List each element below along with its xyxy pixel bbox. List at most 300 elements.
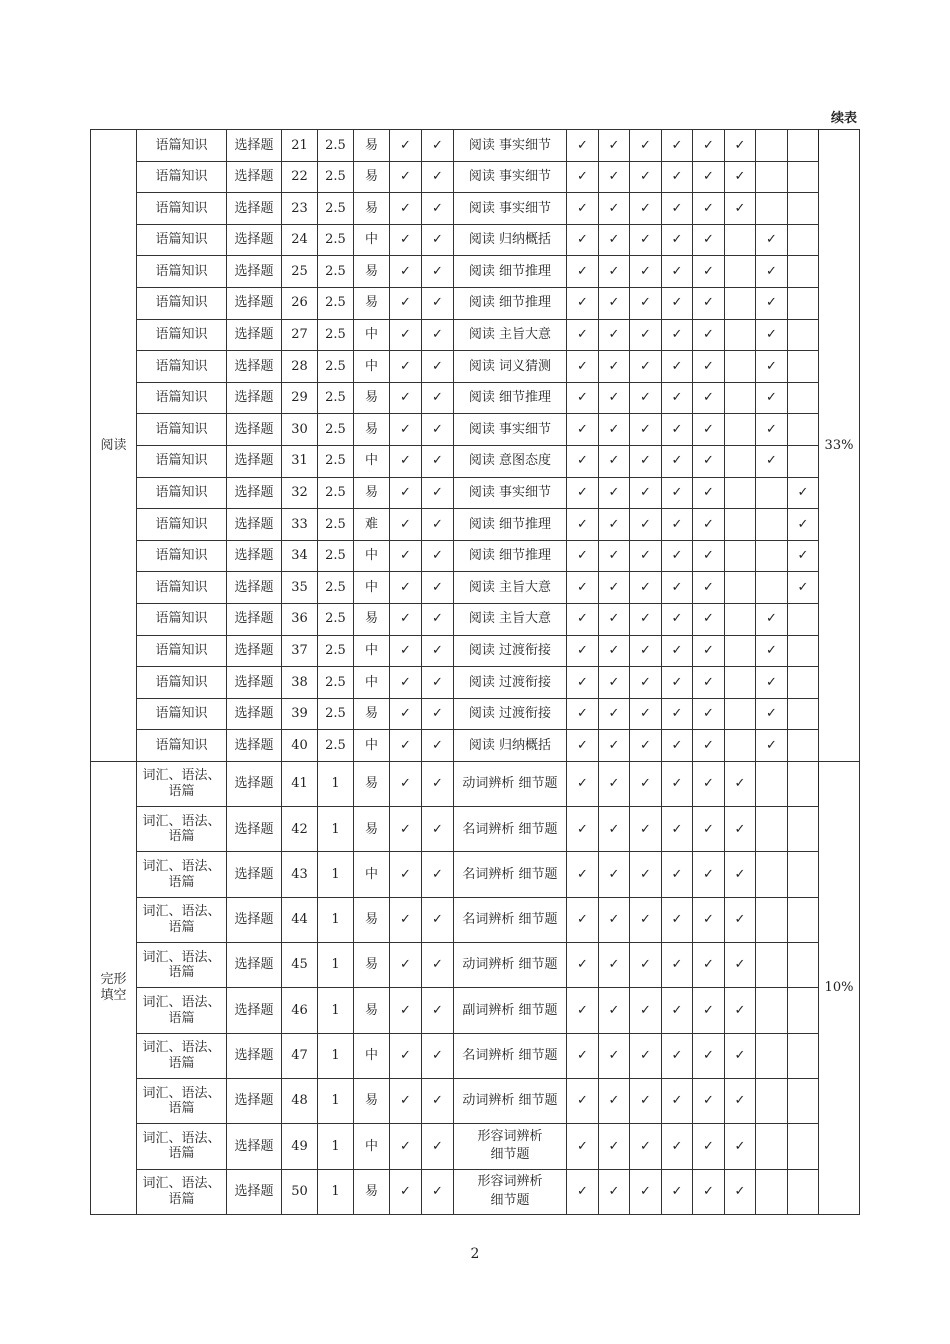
check-cell: ✓ [662,730,693,762]
check-cell [725,351,756,383]
check-cell: ✓ [725,807,756,852]
question-type-cell: 选择题 [227,445,282,477]
check-cell [756,477,788,509]
check-cell: ✓ [422,477,454,509]
check-cell: ✓ [567,667,599,699]
check-cell [725,572,756,604]
check-cell [788,807,819,852]
question-type-cell: 选择题 [227,509,282,541]
check-cell: ✓ [390,287,422,319]
check-cell: ✓ [599,445,630,477]
check-cell: ✓ [756,603,788,635]
check-cell: ✓ [693,667,725,699]
knowledge-cell: 语篇知识 [137,730,227,762]
score-cell: 2.5 [318,477,354,509]
check-cell: ✓ [567,224,599,256]
check-cell [788,1033,819,1078]
check-cell: ✓ [567,1078,599,1123]
difficulty-cell: 中 [354,730,390,762]
check-cell: ✓ [662,256,693,288]
score-cell: 2.5 [318,603,354,635]
question-number-cell: 48 [282,1078,318,1123]
check-cell: ✓ [567,382,599,414]
knowledge-cell: 词汇、语法、语篇 [137,1078,227,1123]
check-cell: ✓ [630,1169,662,1214]
check-cell [756,130,788,162]
check-cell: ✓ [630,943,662,988]
table-row [91,943,860,988]
difficulty-cell: 易 [354,603,390,635]
check-cell: ✓ [756,414,788,446]
check-cell: ✓ [567,509,599,541]
knowledge-cell: 语篇知识 [137,667,227,699]
score-cell: 2.5 [318,130,354,162]
knowledge-cell: 语篇知识 [137,540,227,572]
question-type-cell: 选择题 [227,698,282,730]
check-cell: ✓ [390,351,422,383]
question-number-cell: 25 [282,256,318,288]
knowledge-cell: 词汇、语法、语篇 [137,1033,227,1078]
check-cell: ✓ [630,698,662,730]
check-cell: ✓ [630,193,662,225]
question-type-cell: 选择题 [227,730,282,762]
check-cell: ✓ [390,1033,422,1078]
check-cell: ✓ [662,445,693,477]
question-type-cell: 选择题 [227,1033,282,1078]
check-cell: ✓ [390,943,422,988]
question-type-cell: 选择题 [227,603,282,635]
check-cell: ✓ [693,477,725,509]
knowledge-cell: 词汇、语法、语篇 [137,807,227,852]
question-number-cell: 35 [282,572,318,604]
difficulty-cell: 易 [354,1078,390,1123]
check-cell: ✓ [390,509,422,541]
score-cell: 1 [318,943,354,988]
check-cell: ✓ [567,540,599,572]
table-row [91,414,860,446]
check-cell: ✓ [422,667,454,699]
score-cell: 2.5 [318,667,354,699]
question-number-cell: 49 [282,1124,318,1169]
check-cell: ✓ [390,807,422,852]
check-cell: ✓ [630,1033,662,1078]
check-cell: ✓ [693,635,725,667]
check-cell: ✓ [567,572,599,604]
check-cell: ✓ [693,1124,725,1169]
check-cell: ✓ [630,1124,662,1169]
check-cell: ✓ [662,509,693,541]
check-cell: ✓ [630,667,662,699]
score-cell: 1 [318,1078,354,1123]
content-cell: 动词辨析 细节题 [454,761,567,806]
check-cell: ✓ [662,1078,693,1123]
check-cell: ✓ [756,319,788,351]
check-cell: ✓ [693,730,725,762]
check-cell: ✓ [630,807,662,852]
check-cell [788,635,819,667]
check-cell [725,256,756,288]
check-cell: ✓ [599,224,630,256]
check-cell: ✓ [422,807,454,852]
check-cell: ✓ [390,193,422,225]
content-cell: 名词辨析 细节题 [454,1033,567,1078]
check-cell: ✓ [390,852,422,897]
check-cell [725,414,756,446]
check-cell: ✓ [630,224,662,256]
question-number-cell: 30 [282,414,318,446]
check-cell: ✓ [599,351,630,383]
knowledge-cell: 词汇、语法、语篇 [137,988,227,1033]
check-cell: ✓ [662,603,693,635]
section-category: 完形填空 [91,761,137,1214]
score-cell: 2.5 [318,509,354,541]
check-cell: ✓ [599,852,630,897]
difficulty-cell: 易 [354,382,390,414]
check-cell: ✓ [390,540,422,572]
check-cell: ✓ [693,445,725,477]
check-cell [788,852,819,897]
check-cell: ✓ [693,130,725,162]
score-cell: 2.5 [318,382,354,414]
question-type-cell: 选择题 [227,807,282,852]
check-cell: ✓ [662,761,693,806]
check-cell [756,988,788,1033]
check-cell [756,1124,788,1169]
check-cell: ✓ [756,667,788,699]
check-cell: ✓ [390,445,422,477]
question-type-cell: 选择题 [227,193,282,225]
check-cell: ✓ [390,224,422,256]
check-cell: ✓ [630,382,662,414]
check-cell [725,477,756,509]
question-type-cell: 选择题 [227,161,282,193]
score-cell: 1 [318,1124,354,1169]
check-cell: ✓ [422,351,454,383]
table-row [91,698,860,730]
check-cell: ✓ [662,193,693,225]
check-cell: ✓ [630,351,662,383]
question-number-cell: 23 [282,193,318,225]
check-cell [788,1169,819,1214]
check-cell: ✓ [693,509,725,541]
check-cell: ✓ [422,572,454,604]
question-number-cell: 21 [282,130,318,162]
check-cell [725,509,756,541]
question-number-cell: 31 [282,445,318,477]
check-cell: ✓ [390,414,422,446]
check-cell: ✓ [662,1033,693,1078]
check-cell: ✓ [693,256,725,288]
check-cell: ✓ [756,256,788,288]
table-row [91,193,860,225]
question-number-cell: 45 [282,943,318,988]
question-type-cell: 选择题 [227,477,282,509]
check-cell: ✓ [599,1033,630,1078]
check-cell: ✓ [788,509,819,541]
question-number-cell: 27 [282,319,318,351]
check-cell: ✓ [390,635,422,667]
score-cell: 2.5 [318,224,354,256]
table-row [91,1078,860,1123]
knowledge-cell: 语篇知识 [137,509,227,541]
knowledge-cell: 语篇知识 [137,445,227,477]
check-cell [756,897,788,942]
check-cell: ✓ [756,445,788,477]
check-cell: ✓ [422,603,454,635]
check-cell: ✓ [630,730,662,762]
check-cell: ✓ [693,414,725,446]
check-cell [725,319,756,351]
section-percentage: 10% [819,761,860,1214]
check-cell: ✓ [390,988,422,1033]
check-cell [788,161,819,193]
check-cell: ✓ [662,635,693,667]
content-cell: 阅读 归纳概括 [454,224,567,256]
check-cell: ✓ [662,852,693,897]
check-cell: ✓ [599,603,630,635]
check-cell: ✓ [599,509,630,541]
check-cell: ✓ [662,897,693,942]
check-cell [788,897,819,942]
check-cell: ✓ [567,193,599,225]
check-cell: ✓ [599,1169,630,1214]
question-type-cell: 选择题 [227,414,282,446]
check-cell: ✓ [693,287,725,319]
question-number-cell: 34 [282,540,318,572]
score-cell: 2.5 [318,256,354,288]
knowledge-cell: 语篇知识 [137,572,227,604]
score-cell: 1 [318,897,354,942]
check-cell: ✓ [725,988,756,1033]
content-cell: 阅读 事实细节 [454,477,567,509]
table-row [91,224,860,256]
check-cell: ✓ [390,761,422,806]
difficulty-cell: 中 [354,1124,390,1169]
check-cell [788,130,819,162]
check-cell: ✓ [662,130,693,162]
content-cell: 阅读 事实细节 [454,193,567,225]
check-cell: ✓ [422,509,454,541]
question-number-cell: 42 [282,807,318,852]
question-number-cell: 41 [282,761,318,806]
difficulty-cell: 易 [354,897,390,942]
check-cell: ✓ [599,130,630,162]
question-type-cell: 选择题 [227,852,282,897]
check-cell: ✓ [630,540,662,572]
content-cell: 阅读 过渡衔接 [454,667,567,699]
check-cell: ✓ [693,807,725,852]
check-cell: ✓ [756,224,788,256]
check-cell [788,1124,819,1169]
question-type-cell: 选择题 [227,572,282,604]
table-row [91,540,860,572]
check-cell [725,635,756,667]
check-cell: ✓ [390,698,422,730]
content-cell: 阅读 意图态度 [454,445,567,477]
question-number-cell: 28 [282,351,318,383]
score-cell: 2.5 [318,730,354,762]
check-cell: ✓ [725,1078,756,1123]
question-type-cell: 选择题 [227,256,282,288]
check-cell: ✓ [390,603,422,635]
check-cell: ✓ [422,224,454,256]
check-cell: ✓ [693,1078,725,1123]
check-cell [788,667,819,699]
check-cell [788,761,819,806]
content-cell: 副词辨析 细节题 [454,988,567,1033]
table-row [91,572,860,604]
question-type-cell: 选择题 [227,988,282,1033]
check-cell: ✓ [630,635,662,667]
question-number-cell: 44 [282,897,318,942]
check-cell: ✓ [662,943,693,988]
check-cell: ✓ [422,897,454,942]
difficulty-cell: 易 [354,414,390,446]
check-cell [725,667,756,699]
check-cell: ✓ [422,852,454,897]
knowledge-cell: 语篇知识 [137,161,227,193]
check-cell: ✓ [599,319,630,351]
check-cell: ✓ [422,256,454,288]
table-row [91,603,860,635]
difficulty-cell: 易 [354,943,390,988]
table-row [91,509,860,541]
content-cell: 阅读 主旨大意 [454,572,567,604]
difficulty-cell: 中 [354,635,390,667]
check-cell: ✓ [422,445,454,477]
question-type-cell: 选择题 [227,224,282,256]
knowledge-cell: 语篇知识 [137,351,227,383]
score-cell: 2.5 [318,193,354,225]
difficulty-cell: 中 [354,852,390,897]
check-cell: ✓ [725,161,756,193]
check-cell [756,852,788,897]
exam-specification-table [90,129,860,1215]
knowledge-cell: 语篇知识 [137,193,227,225]
check-cell [788,943,819,988]
check-cell: ✓ [725,1124,756,1169]
check-cell: ✓ [725,193,756,225]
check-cell [788,351,819,383]
question-type-cell: 选择题 [227,943,282,988]
difficulty-cell: 易 [354,698,390,730]
check-cell [725,445,756,477]
check-cell: ✓ [662,1169,693,1214]
question-number-cell: 26 [282,287,318,319]
check-cell: ✓ [630,603,662,635]
question-type-cell: 选择题 [227,1124,282,1169]
content-cell: 动词辨析 细节题 [454,1078,567,1123]
check-cell: ✓ [422,943,454,988]
check-cell [725,287,756,319]
content-cell: 阅读 细节推理 [454,509,567,541]
table-row [91,161,860,193]
table-row [91,852,860,897]
check-cell: ✓ [630,572,662,604]
check-cell: ✓ [693,224,725,256]
knowledge-cell: 语篇知识 [137,130,227,162]
check-cell: ✓ [693,852,725,897]
check-cell: ✓ [567,988,599,1033]
check-cell [756,1169,788,1214]
knowledge-cell: 词汇、语法、语篇 [137,761,227,806]
check-cell: ✓ [390,256,422,288]
check-cell: ✓ [725,761,756,806]
check-cell: ✓ [390,1169,422,1214]
check-cell [756,943,788,988]
table-row [91,897,860,942]
knowledge-cell: 词汇、语法、语篇 [137,897,227,942]
check-cell: ✓ [630,1078,662,1123]
difficulty-cell: 中 [354,351,390,383]
question-number-cell: 24 [282,224,318,256]
check-cell [788,319,819,351]
check-cell: ✓ [662,477,693,509]
check-cell: ✓ [693,897,725,942]
check-cell: ✓ [662,319,693,351]
check-cell: ✓ [599,540,630,572]
table-row [91,1033,860,1078]
question-type-cell: 选择题 [227,130,282,162]
content-cell: 阅读 事实细节 [454,414,567,446]
check-cell [788,730,819,762]
check-cell: ✓ [567,445,599,477]
question-type-cell: 选择题 [227,1078,282,1123]
check-cell: ✓ [422,319,454,351]
check-cell [725,224,756,256]
check-cell: ✓ [630,161,662,193]
check-cell: ✓ [422,414,454,446]
check-cell: ✓ [662,161,693,193]
score-cell: 2.5 [318,161,354,193]
question-type-cell: 选择题 [227,540,282,572]
check-cell: ✓ [630,319,662,351]
knowledge-cell: 语篇知识 [137,698,227,730]
check-cell [756,193,788,225]
difficulty-cell: 易 [354,161,390,193]
difficulty-cell: 中 [354,572,390,604]
question-number-cell: 37 [282,635,318,667]
question-number-cell: 43 [282,852,318,897]
score-cell: 1 [318,761,354,806]
check-cell: ✓ [693,1169,725,1214]
check-cell: ✓ [599,761,630,806]
table-row [91,319,860,351]
check-cell: ✓ [567,897,599,942]
check-cell: ✓ [693,988,725,1033]
check-cell: ✓ [599,807,630,852]
check-cell [788,224,819,256]
content-cell: 阅读 主旨大意 [454,319,567,351]
check-cell: ✓ [693,572,725,604]
check-cell: ✓ [662,540,693,572]
check-cell: ✓ [567,761,599,806]
page-number: 2 [470,1246,480,1262]
check-cell [788,1078,819,1123]
question-type-cell: 选择题 [227,1169,282,1214]
table-row [91,667,860,699]
check-cell: ✓ [693,161,725,193]
check-cell: ✓ [693,603,725,635]
check-cell: ✓ [599,698,630,730]
content-cell: 阅读 词义猜测 [454,351,567,383]
content-cell: 名词辨析 细节题 [454,897,567,942]
check-cell: ✓ [567,287,599,319]
section-category: 阅读 [91,130,137,762]
check-cell: ✓ [693,761,725,806]
score-cell: 2.5 [318,445,354,477]
section-percentage: 33% [819,130,860,762]
